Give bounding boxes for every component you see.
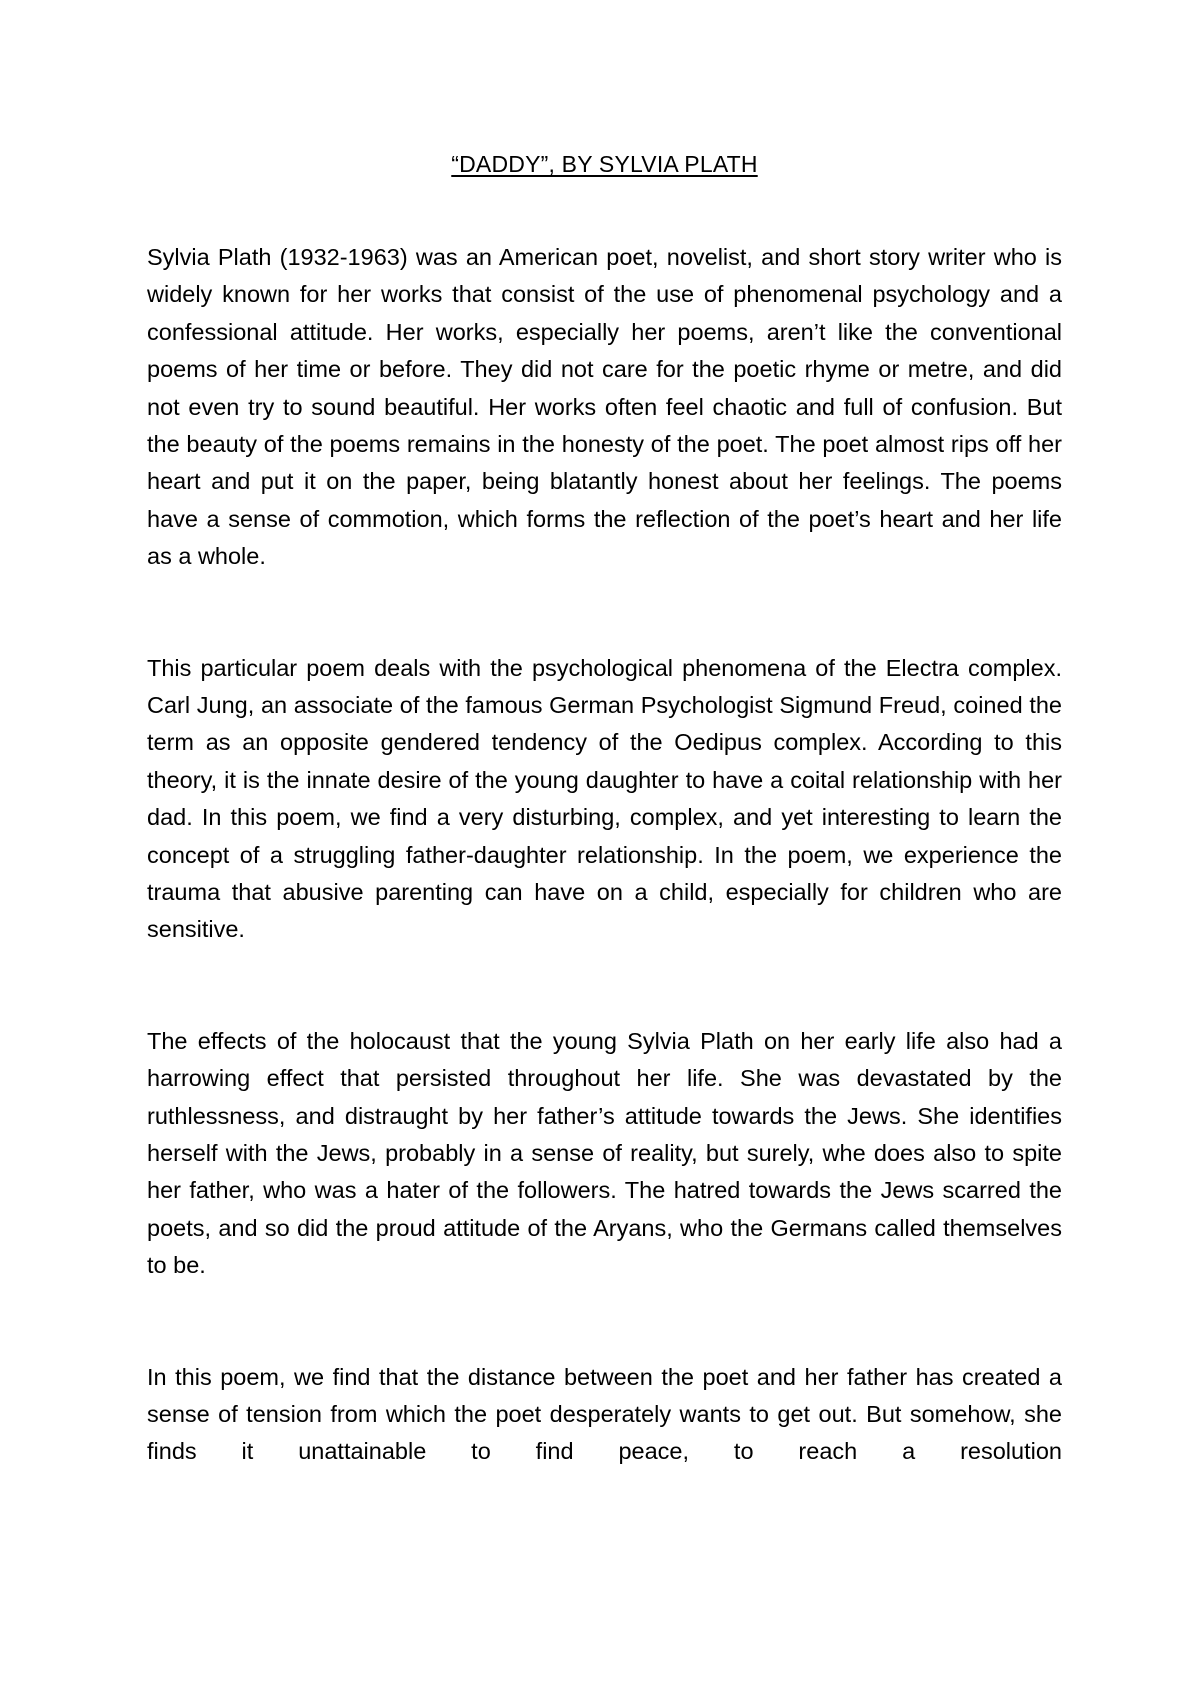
- document-title: “DADDY”, BY SYLVIA PLATH: [451, 151, 758, 177]
- paragraph-electra-complex: This particular poem deals with the psychological phenomena of the Electra complex. Carl Jung, an associate of the famous German Psychologist Sigmund Freud, coined the term as an opposite gendered tendency of the Oedipus complex. According to this theory, it is the innate desire of the young daughter to have a coital relationship with her dad. In this poem, we find a very disturbing, complex, and yet interesting to learn the concept of a struggling father-daughter relationship. In the poem, we experience the trauma that abusive parenting can have on a child, especially for children who are sensitive.: [147, 654, 1062, 943]
- paragraph-distance: In this poem, we find that the distance between the poet and her father has created a sense of tension from which the poet desperately wants to get out. But somehow, she finds it unattainable to find peace, to reach a resolution: [147, 1363, 1062, 1465]
- paragraph-intro: Sylvia Plath (1932-1963) was an American poet, novelist, and short story writer who is widely known for her works that consist of the use of phenomenal psychology and a confessional attitude. Her works, especially her poems, aren’t like the conventional poems of her time or before. They did not care for the poetic rhyme or metre, and did not even try to sound beautiful. Her works often feel chaotic and full of confusion. But the beauty of the poems remains in the honesty of the poet. The poet almost rips off her heart and put it on the paper, being blatantly honest about her feelings. The poems have a sense of commotion, which forms the reflection of the poet’s heart and her life as a whole.: [147, 243, 1062, 570]
- paragraph-holocaust: The effects of the holocaust that the young Sylvia Plath on her early life also had a harrowing effect that persisted throughout her life. She was devastated by the ruthlessness, and distraught by her father’s attitude towards the Jews. She identifies herself with the Jews, probably in a sense of reality, but surely, whe does also to spite her father, who was a hater of the followers. The hatred towards the Jews scarred the poets, and so did the proud attitude of the Aryans, who the Germans called themselves to be.: [147, 1027, 1062, 1279]
